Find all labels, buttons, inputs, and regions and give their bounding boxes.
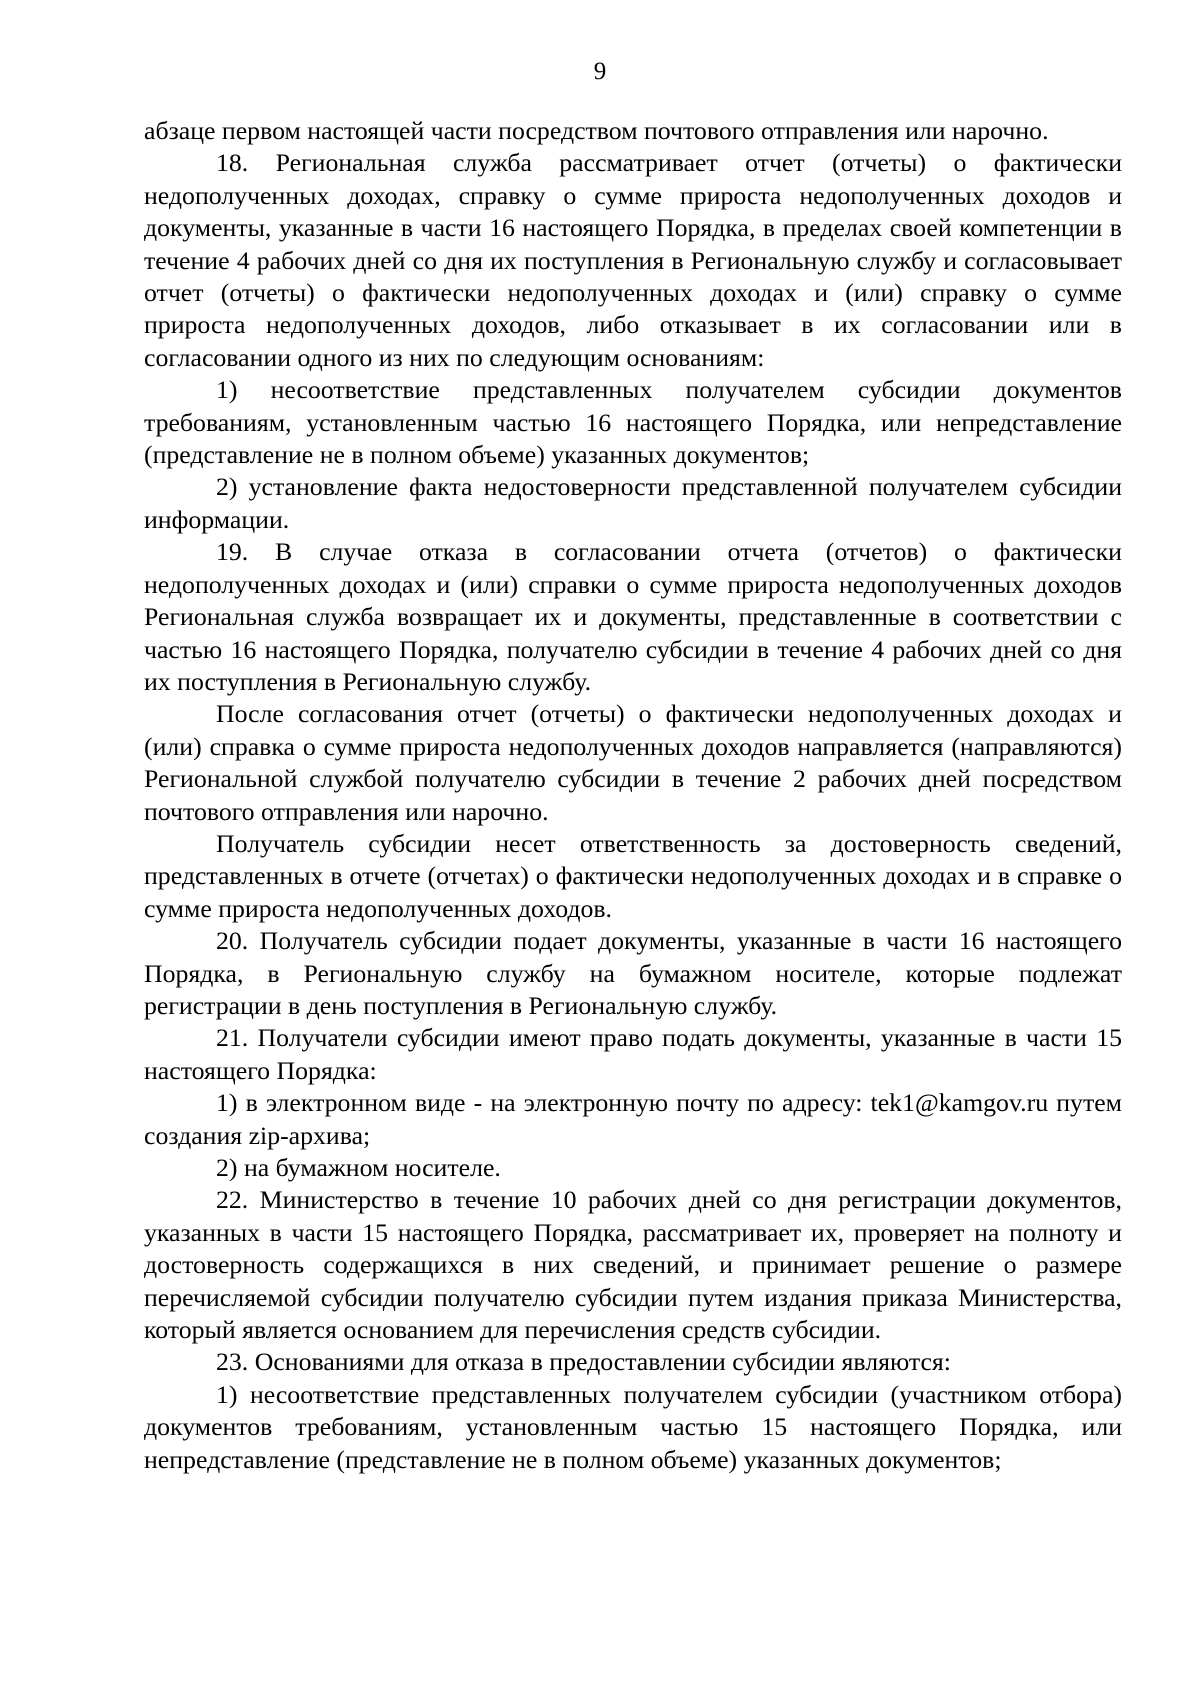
paragraph-clause-21-item-1: 1) в электронном виде - на электронную почту по адресу: tek1@kamgov.ru путем создания zip-архива; xyxy=(144,1088,1122,1150)
paragraph-clause-19-approval: После согласования отчет (отчеты) о фактически недополученных доходах и (или) справка о сумме прироста недополученных доходов направляется (направляются) Региональной службой получателю субсидии в течение 2 рабочих дней посредством почтового отправления или нарочно. xyxy=(144,699,1122,826)
paragraph-clause-23: 23. Основаниями для отказа в предоставлении субсидии являются: xyxy=(216,1347,951,1377)
paragraph-continuation: абзаце первом настоящей части посредством почтового отправления или нарочно. xyxy=(144,116,1049,145)
paragraph-clause-20: 20. Получатель субсидии подает документы, указанные в части 16 настоящего Порядка, в Региональную службу на бумажном носителе, которые подлежат регистрации в день поступления в Региональную службу. xyxy=(144,926,1122,1020)
paragraph-clause-22: 22. Министерство в течение 10 рабочих дней со дня регистрации документов, указанных в части 15 настоящего Порядка, рассматривает их, проверяет на полноту и достоверность содержащихся в них сведений, и принимает решение о размере перечисляемой субсидии получателю субсидии путем издания приказа Министерства, который является основанием для перечисления средств субсидии. xyxy=(144,1185,1122,1345)
paragraph-clause-18-item-2: 2) установление факта недостоверности представленной получателем субсидии информации. xyxy=(144,472,1122,534)
paragraph-clause-18-item-1: 1) несоответствие представленных получателем субсидии документов требованиям, установленным частью 16 настоящего Порядка, или непредставление (представление не в полном объеме) указанных документов; xyxy=(144,375,1122,470)
paragraph-clause-23-item-1: 1) несоответствие представленных получателем субсидии (участником отбора) документов требованиям, установленным частью 15 настоящего Порядка, или непредставление (представление не в полном объеме) указанных документов; xyxy=(144,1379,1122,1474)
page-number: 9 xyxy=(593,58,607,85)
paragraph-clause-18: 18. Региональная служба рассматривает отчет (отчеты) о фактически недополученных доходах, справку о сумме прироста недополученных доходов и документы, указанные в части 16 настоящего Порядка, в пределах своей компетенции в течение 4 рабочих дней со дня их поступления в Региональную службу и согласовывает отчет (отчеты) о фактически недополученных доходах и (или) справку о сумме прироста недополученных доходов, либо отказывает в их согласовании или в согласовании одного из них по следующим основаниям: xyxy=(144,148,1122,372)
paragraph-clause-19-responsibility: Получатель субсидии несет ответственность за достоверность сведений, представленных в отчете (отчетах) о фактически недополученных доходах и в справке о сумме прироста недополученных доходов. xyxy=(144,828,1122,923)
paragraph-clause-19: 19. В случае отказа в согласовании отчета (отчетов) о фактически недополученных доходах и (или) справки о сумме прироста недополученных доходов Региональная служба возвращает их и документы, представленные в соответствии с частью 16 настоящего Порядка, получателю субсидии в течение 4 рабочих дней со дня их поступления в Региональную службу. xyxy=(144,537,1122,696)
paragraph-clause-21: 21. Получатели субсидии имеют право подать документы, указанные в части 15 настоящего Порядка: xyxy=(144,1023,1122,1085)
document-body xyxy=(144,115,1122,1476)
paragraph-clause-21-item-2: 2) на бумажном носителе. xyxy=(216,1153,501,1182)
